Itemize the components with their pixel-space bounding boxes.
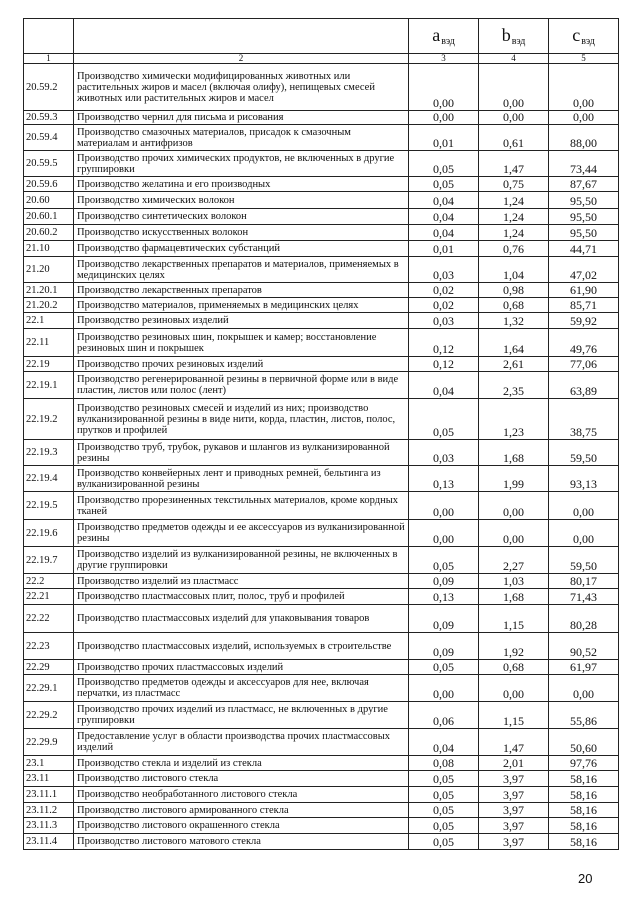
b-value-cell: 0,61 [479,125,549,151]
activity-name-cell: Производство пластмассовых изделий, используемых в строительстве [74,633,409,660]
table-row [24,660,619,675]
activity-name-cell: Производство предметов одежды и аксессуаров для нее, включая перчатки, из пластмасс [74,675,409,702]
okved-code-cell: 20.59.5 [24,151,74,177]
c-value-cell: 0,00 [549,675,619,702]
okved-code-cell: 21.20 [24,257,74,283]
okved-code-cell: 20.60 [24,192,74,209]
b-value-cell: 1,64 [479,329,549,357]
activity-name-cell: Производство прочих изделий из пластмасс, не включенных в другие группировки [74,702,409,729]
okved-code-cell: 22.19.2 [24,399,74,440]
b-value-cell: 1,68 [479,440,549,466]
b-value-cell: 2,61 [479,357,549,372]
page-number: 20 [578,871,593,886]
b-value-cell: 1,32 [479,313,549,329]
activity-name-cell: Производство резиновых изделий [74,313,409,329]
activity-name-cell: Производство пластмассовых плит, полос, труб и профилей [74,589,409,605]
okved-code-cell: 22.29 [24,660,74,675]
table-row [24,177,619,192]
activity-name-cell: Производство резиновых шин, покрышек и камер; восстановление резиновых шин и покрышек [74,329,409,357]
okved-code-cell: 22.29.9 [24,729,74,756]
activity-name-cell: Производство конвейерных лент и приводных ремней, бельтинга из вулканизированной резины [74,466,409,492]
okved-code-cell: 23.1 [24,756,74,771]
b-value-cell: 1,04 [479,257,549,283]
table-row [24,834,619,850]
b-value-cell: 3,97 [479,834,549,850]
activity-name-cell: Производство прочих химических продуктов, не включенных в другие группировки [74,151,409,177]
a-value-cell: 0,02 [409,283,479,298]
c-value-cell: 61,90 [549,283,619,298]
b-value-cell: 2,35 [479,372,549,399]
okved-code-cell: 22.22 [24,605,74,633]
header-b-cell [479,19,549,54]
b-value-cell: 1,24 [479,209,549,225]
activity-name-cell: Производство искусственных волокон [74,225,409,241]
okved-code-cell: 22.29.2 [24,702,74,729]
c-value-cell: 49,76 [549,329,619,357]
header-c-label: c [572,25,581,45]
column-number: 2 [74,54,409,64]
b-value-cell: 0,75 [479,177,549,192]
okved-code-cell: 22.2 [24,574,74,589]
okved-code-cell: 22.19.5 [24,492,74,520]
c-value-cell: 80,17 [549,574,619,589]
c-value-cell: 0,00 [549,492,619,520]
a-value-cell: 0,05 [409,787,479,803]
activity-name-cell: Производство изделий из вулканизированной резины, не включенных в другие группировки [74,547,409,574]
okved-code-cell: 22.29.1 [24,675,74,702]
c-value-cell: 59,50 [549,440,619,466]
header-c-subscript: вэд [581,36,595,47]
a-value-cell: 0,05 [409,660,479,675]
column-number: 4 [479,54,549,64]
activity-name-cell: Производство прорезиненных текстильных материалов, кроме кордных тканей [74,492,409,520]
b-value-cell: 1,68 [479,589,549,605]
b-value-cell: 1,24 [479,192,549,209]
table-row [24,605,619,633]
table-row [24,520,619,547]
a-value-cell: 0,05 [409,151,479,177]
activity-name-cell: Производство резиновых смесей и изделий из них; производство вулканизированной резины в виде нити, корда, пластин, листов, полос, прутков и профилей [74,399,409,440]
header-a-subscript: вэд [441,36,455,47]
activity-name-cell: Производство лекарственных препаратов и материалов, применяемых в медицинских целях [74,257,409,283]
table-row [24,787,619,803]
a-value-cell: 0,03 [409,313,479,329]
b-value-cell: 3,97 [479,771,549,787]
table-row [24,241,619,257]
activity-name-cell: Производство листового матового стекла [74,834,409,850]
b-value-cell: 1,92 [479,633,549,660]
column-numbering-row [24,54,619,64]
b-value-cell: 0,76 [479,241,549,257]
a-value-cell: 0,04 [409,372,479,399]
okved-code-cell: 20.59.3 [24,111,74,125]
c-value-cell: 85,71 [549,298,619,313]
okved-code-cell: 23.11.3 [24,818,74,834]
c-value-cell: 87,67 [549,177,619,192]
b-value-cell: 0,68 [479,660,549,675]
a-value-cell: 0,05 [409,818,479,834]
b-value-cell: 0,00 [479,675,549,702]
table-row [24,329,619,357]
c-value-cell: 93,13 [549,466,619,492]
table-row [24,372,619,399]
b-value-cell: 1,03 [479,574,549,589]
okved-code-cell: 22.19 [24,357,74,372]
a-value-cell: 0,05 [409,399,479,440]
table-row [24,675,619,702]
header-a-cell [409,19,479,54]
a-value-cell: 0,04 [409,192,479,209]
b-value-cell: 0,98 [479,283,549,298]
a-value-cell: 0,13 [409,466,479,492]
activity-name-cell: Производство химически модифицированных животных или растительных жиров и масел (включая олифу), непищевых смесей животных или растительных жиров и масел [74,64,409,111]
okved-code-cell: 22.21 [24,589,74,605]
c-value-cell: 38,75 [549,399,619,440]
activity-name-cell: Производство изделий из пластмасс [74,574,409,589]
a-value-cell: 0,04 [409,209,479,225]
table-row [24,729,619,756]
table-row [24,547,619,574]
header-code-cell [24,19,74,54]
coefficient-table-sheet [23,18,618,850]
table-header-row [24,19,619,54]
table-row [24,125,619,151]
table-row [24,313,619,329]
activity-name-cell: Производство синтетических волокон [74,209,409,225]
table-row [24,756,619,771]
a-value-cell: 0,12 [409,357,479,372]
a-value-cell: 0,09 [409,605,479,633]
table-row [24,803,619,818]
activity-name-cell: Производство химических волокон [74,192,409,209]
table-row [24,209,619,225]
column-number: 5 [549,54,619,64]
b-value-cell: 1,47 [479,151,549,177]
c-value-cell: 95,50 [549,192,619,209]
activity-name-cell: Предоставление услуг в области производства прочих пластмассовых изделий [74,729,409,756]
okved-code-cell: 21.20.1 [24,283,74,298]
c-value-cell: 58,16 [549,803,619,818]
table-row [24,298,619,313]
b-value-cell: 0,00 [479,492,549,520]
table-row [24,633,619,660]
header-a-label: a [432,25,441,45]
a-value-cell: 0,05 [409,547,479,574]
okved-code-cell: 21.20.2 [24,298,74,313]
activity-name-cell: Производство материалов, применяемых в медицинских целях [74,298,409,313]
a-value-cell: 0,03 [409,257,479,283]
b-value-cell: 1,23 [479,399,549,440]
table-row [24,702,619,729]
a-value-cell: 0,00 [409,111,479,125]
c-value-cell: 73,44 [549,151,619,177]
b-value-cell: 0,68 [479,298,549,313]
b-value-cell: 0,00 [479,64,549,111]
activity-name-cell: Производство прочих пластмассовых изделий [74,660,409,675]
a-value-cell: 0,00 [409,492,479,520]
c-value-cell: 0,00 [549,111,619,125]
table-row [24,492,619,520]
b-value-cell: 2,01 [479,756,549,771]
activity-name-cell: Производство регенерированной резины в первичной форме или в виде пластин, листов или полос (лент) [74,372,409,399]
a-value-cell: 0,13 [409,589,479,605]
b-value-cell: 1,15 [479,702,549,729]
table-row [24,64,619,111]
okved-code-cell: 20.59.4 [24,125,74,151]
b-value-cell: 1,15 [479,605,549,633]
c-value-cell: 58,16 [549,771,619,787]
header-b-subscript: вэд [511,36,526,47]
a-value-cell: 0,01 [409,241,479,257]
table-row [24,589,619,605]
activity-name-cell: Производство лекарственных препаратов [74,283,409,298]
c-value-cell: 88,00 [549,125,619,151]
c-value-cell: 77,06 [549,357,619,372]
a-value-cell: 0,05 [409,177,479,192]
c-value-cell: 58,16 [549,834,619,850]
okved-code-cell: 22.11 [24,329,74,357]
a-value-cell: 0,00 [409,675,479,702]
table-row [24,574,619,589]
activity-name-cell: Производство пластмассовых изделий для упаковывания товаров [74,605,409,633]
a-value-cell: 0,12 [409,329,479,357]
table-row [24,225,619,241]
a-value-cell: 0,05 [409,803,479,818]
b-value-cell: 3,97 [479,818,549,834]
b-value-cell: 0,00 [479,111,549,125]
a-value-cell: 0,02 [409,298,479,313]
okved-code-cell: 22.1 [24,313,74,329]
header-b-label: b [501,25,511,45]
a-value-cell: 0,04 [409,225,479,241]
okved-code-cell: 23.11 [24,771,74,787]
c-value-cell: 0,00 [549,520,619,547]
a-value-cell: 0,05 [409,771,479,787]
okved-code-cell: 23.11.1 [24,787,74,803]
okved-code-cell: 20.59.6 [24,177,74,192]
activity-name-cell: Производство смазочных материалов, присадок к смазочным материалам и антифризов [74,125,409,151]
c-value-cell: 59,92 [549,313,619,329]
table-row [24,818,619,834]
a-value-cell: 0,04 [409,729,479,756]
table-row [24,192,619,209]
okved-code-cell: 22.19.3 [24,440,74,466]
table-row [24,466,619,492]
okved-code-cell: 21.10 [24,241,74,257]
activity-name-cell: Производство необработанного листового стекла [74,787,409,803]
activity-name-cell: Производство предметов одежды и ее аксессуаров из вулканизированной резины [74,520,409,547]
activity-name-cell: Производство листового армированного стекла [74,803,409,818]
c-value-cell: 63,89 [549,372,619,399]
okved-code-cell: 22.19.4 [24,466,74,492]
b-value-cell: 0,00 [479,520,549,547]
okved-code-cell: 22.23 [24,633,74,660]
c-value-cell: 59,50 [549,547,619,574]
c-value-cell: 58,16 [549,787,619,803]
c-value-cell: 44,71 [549,241,619,257]
header-name-cell [74,19,409,54]
c-value-cell: 61,97 [549,660,619,675]
okved-code-cell: 20.60.1 [24,209,74,225]
okved-code-cell: 23.11.2 [24,803,74,818]
b-value-cell: 3,97 [479,803,549,818]
activity-name-cell: Производство желатина и его производных [74,177,409,192]
a-value-cell: 0,09 [409,574,479,589]
activity-name-cell: Производство прочих резиновых изделий [74,357,409,372]
okved-code-cell: 22.19.7 [24,547,74,574]
c-value-cell: 95,50 [549,209,619,225]
activity-name-cell: Производство стекла и изделий из стекла [74,756,409,771]
c-value-cell: 95,50 [549,225,619,241]
a-value-cell: 0,00 [409,64,479,111]
b-value-cell: 3,97 [479,787,549,803]
coefficient-table [23,18,619,850]
table-row [24,111,619,125]
activity-name-cell: Производство листового окрашенного стекла [74,818,409,834]
a-value-cell: 0,00 [409,520,479,547]
table-row [24,283,619,298]
table-row [24,151,619,177]
c-value-cell: 71,43 [549,589,619,605]
b-value-cell: 1,47 [479,729,549,756]
table-row [24,357,619,372]
c-value-cell: 47,02 [549,257,619,283]
table-row [24,257,619,283]
activity-name-cell: Производство листового стекла [74,771,409,787]
a-value-cell: 0,09 [409,633,479,660]
okved-code-cell: 20.59.2 [24,64,74,111]
column-number: 3 [409,54,479,64]
b-value-cell: 2,27 [479,547,549,574]
table-row [24,399,619,440]
a-value-cell: 0,08 [409,756,479,771]
a-value-cell: 0,03 [409,440,479,466]
column-number: 1 [24,54,74,64]
activity-name-cell: Производство чернил для письма и рисования [74,111,409,125]
activity-name-cell: Производство фармацевтических субстанций [74,241,409,257]
c-value-cell: 90,52 [549,633,619,660]
a-value-cell: 0,01 [409,125,479,151]
c-value-cell: 0,00 [549,64,619,111]
b-value-cell: 1,99 [479,466,549,492]
c-value-cell: 58,16 [549,818,619,834]
header-c-cell [549,19,619,54]
table-row [24,440,619,466]
a-value-cell: 0,06 [409,702,479,729]
a-value-cell: 0,05 [409,834,479,850]
activity-name-cell: Производство труб, трубок, рукавов и шлангов из вулканизированной резины [74,440,409,466]
okved-code-cell: 20.60.2 [24,225,74,241]
okved-code-cell: 23.11.4 [24,834,74,850]
c-value-cell: 55,86 [549,702,619,729]
okved-code-cell: 22.19.6 [24,520,74,547]
c-value-cell: 97,76 [549,756,619,771]
c-value-cell: 50,60 [549,729,619,756]
okved-code-cell: 22.19.1 [24,372,74,399]
b-value-cell: 1,24 [479,225,549,241]
table-row [24,771,619,787]
c-value-cell: 80,28 [549,605,619,633]
